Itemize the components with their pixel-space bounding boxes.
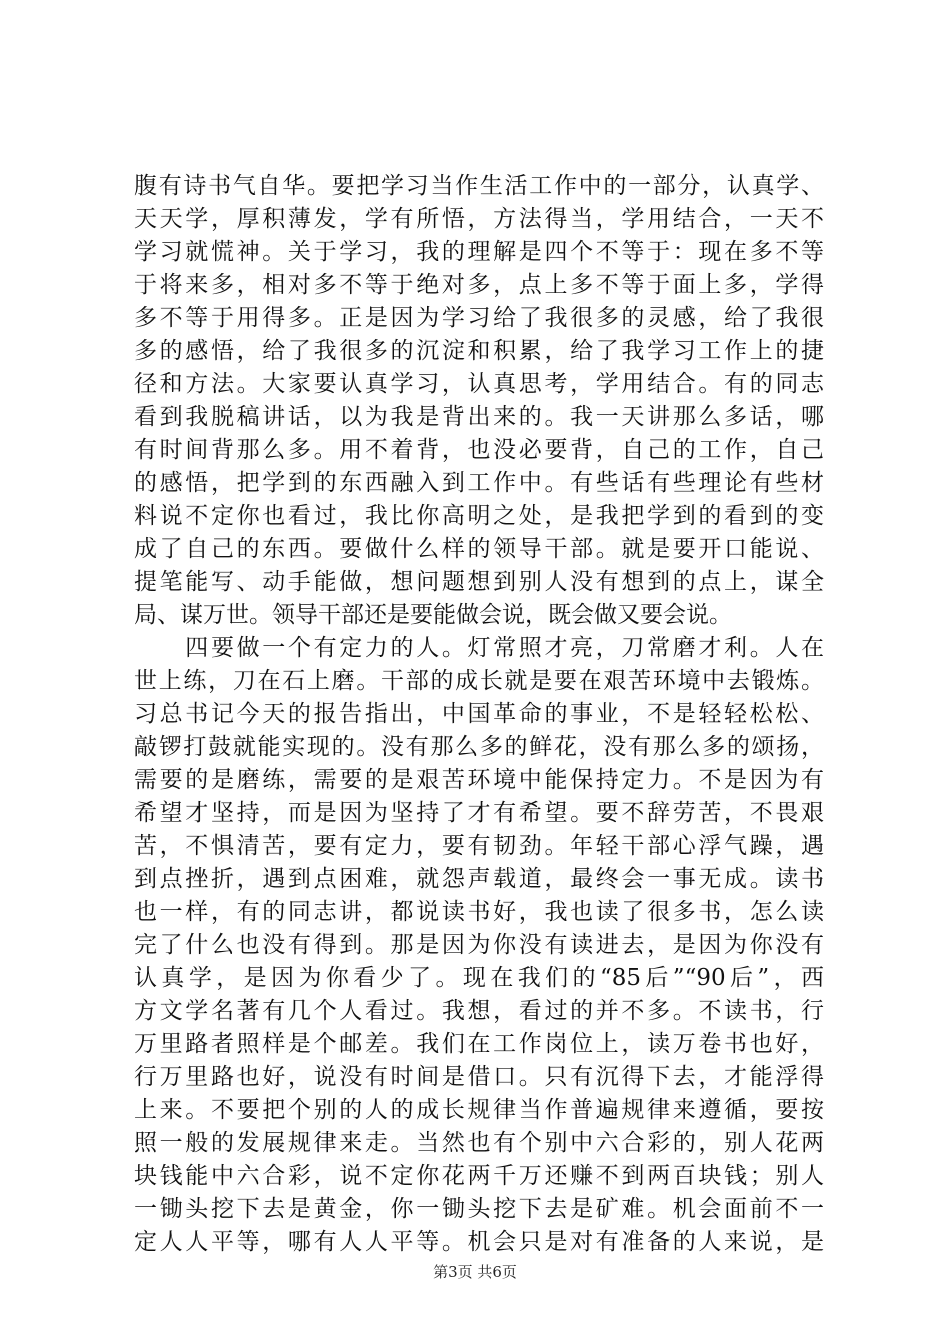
text-line: 到点挫折，遇到点困难，就怨声载道，最终会一事无成。读书 [134, 866, 824, 892]
paragraph-end-line: 局、谋万世。领导干部还是要能做会说，既会做又要会说。 [134, 602, 732, 628]
text-line: 学习就慌神。关于学习，我的理解是四个不等于：现在多不等 [134, 239, 824, 265]
text-line: 提笔能写、动手能做，想问题想到别人没有想到的点上，谋全 [134, 569, 824, 595]
text-line: 方文学名著有几个人看过。我想，看过的并不多。不读书，行 [134, 998, 824, 1024]
body-text [134, 170, 824, 1259]
text-line: 苦，不惧清苦，要有定力，要有韧劲。年轻干部心浮气躁，遇 [134, 833, 824, 859]
text-line: 多不等于用得多。正是因为学习给了我很多的灵感，给了我很 [134, 305, 824, 331]
page-number-footer: 第3页 共6页 [433, 1263, 517, 1281]
text-line: 也一样，有的同志讲，都说读书好，我也读了很多书，怎么读 [134, 899, 824, 925]
text-line: 照一般的发展规律来走。当然也有个别中六合彩的，别人花两 [134, 1130, 824, 1156]
text-line: 认真学，是因为你看少了。现在我们的“85后”“90后”，西 [134, 965, 824, 991]
text-line: 需要的是磨练，需要的是艰苦环境中能保持定力。不是因为有 [134, 767, 824, 793]
text-line: 定人人平等，哪有人人平等。机会只是对有准备的人来说，是 [134, 1229, 824, 1255]
text-line: 径和方法。大家要认真学习，认真思考，学用结合。有的同志 [134, 371, 824, 397]
text-line: 敲锣打鼓就能实现的。没有那么多的鲜花，没有那么多的颂扬， [134, 734, 824, 760]
text-line: 于将来多，相对多不等于绝对多，点上多不等于面上多，学得 [134, 272, 824, 298]
text-line: 上来。不要把个别的人的成长规律当作普遍规律来遵循，要按 [134, 1097, 824, 1123]
text-line: 多的感悟，给了我很多的沉淀和积累，给了我学习工作上的捷 [134, 338, 824, 364]
text-line: 希望才坚持，而是因为坚持了才有希望。要不辞劳苦，不畏艰 [134, 800, 824, 826]
text-line: 块钱能中六合彩，说不定你花两千万还赚不到两百块钱；别人 [134, 1163, 824, 1189]
text-line: 天天学，厚积薄发，学有所悟，方法得当，学用结合，一天不 [134, 206, 824, 232]
text-line: 料说不定你也看过，我比你高明之处，是我把学到的看到的变 [134, 503, 824, 529]
text-line: 的感悟，把学到的东西融入到工作中。有些话有些理论有些材 [134, 470, 824, 496]
text-line: 有时间背那么多。用不着背，也没必要背，自己的工作，自己 [134, 437, 824, 463]
text-line: 一锄头挖下去是黄金，你一锄头挖下去是矿难。机会面前不一 [134, 1196, 824, 1222]
text-line: 世上练，刀在石上磨。干部的成长就是要在艰苦环境中去锻炼。 [134, 668, 824, 694]
text-line: 看到我脱稿讲话，以为我是背出来的。我一天讲那么多话，哪 [134, 404, 824, 430]
text-line: 万里路者照样是个邮差。我们在工作岗位上，读万卷书也好， [134, 1031, 824, 1057]
text-line: 行万里路也好，说没有时间是借口。只有沉得下去，才能浮得 [134, 1064, 824, 1090]
text-line: 腹有诗书气自华。要把学习当作生活工作中的一部分，认真学、 [134, 173, 824, 199]
text-line: 习总书记今天的报告指出，中国革命的事业，不是轻轻松松、 [134, 701, 824, 727]
text-line: 成了自己的东西。要做什么样的领导干部。就是要开口能说、 [134, 536, 824, 562]
paragraph-start-line: 四要做一个有定力的人。灯常照才亮，刀常磨才利。人在 [134, 635, 824, 661]
text-line: 完了什么也没有得到。那是因为你没有读进去，是因为你没有 [134, 932, 824, 958]
